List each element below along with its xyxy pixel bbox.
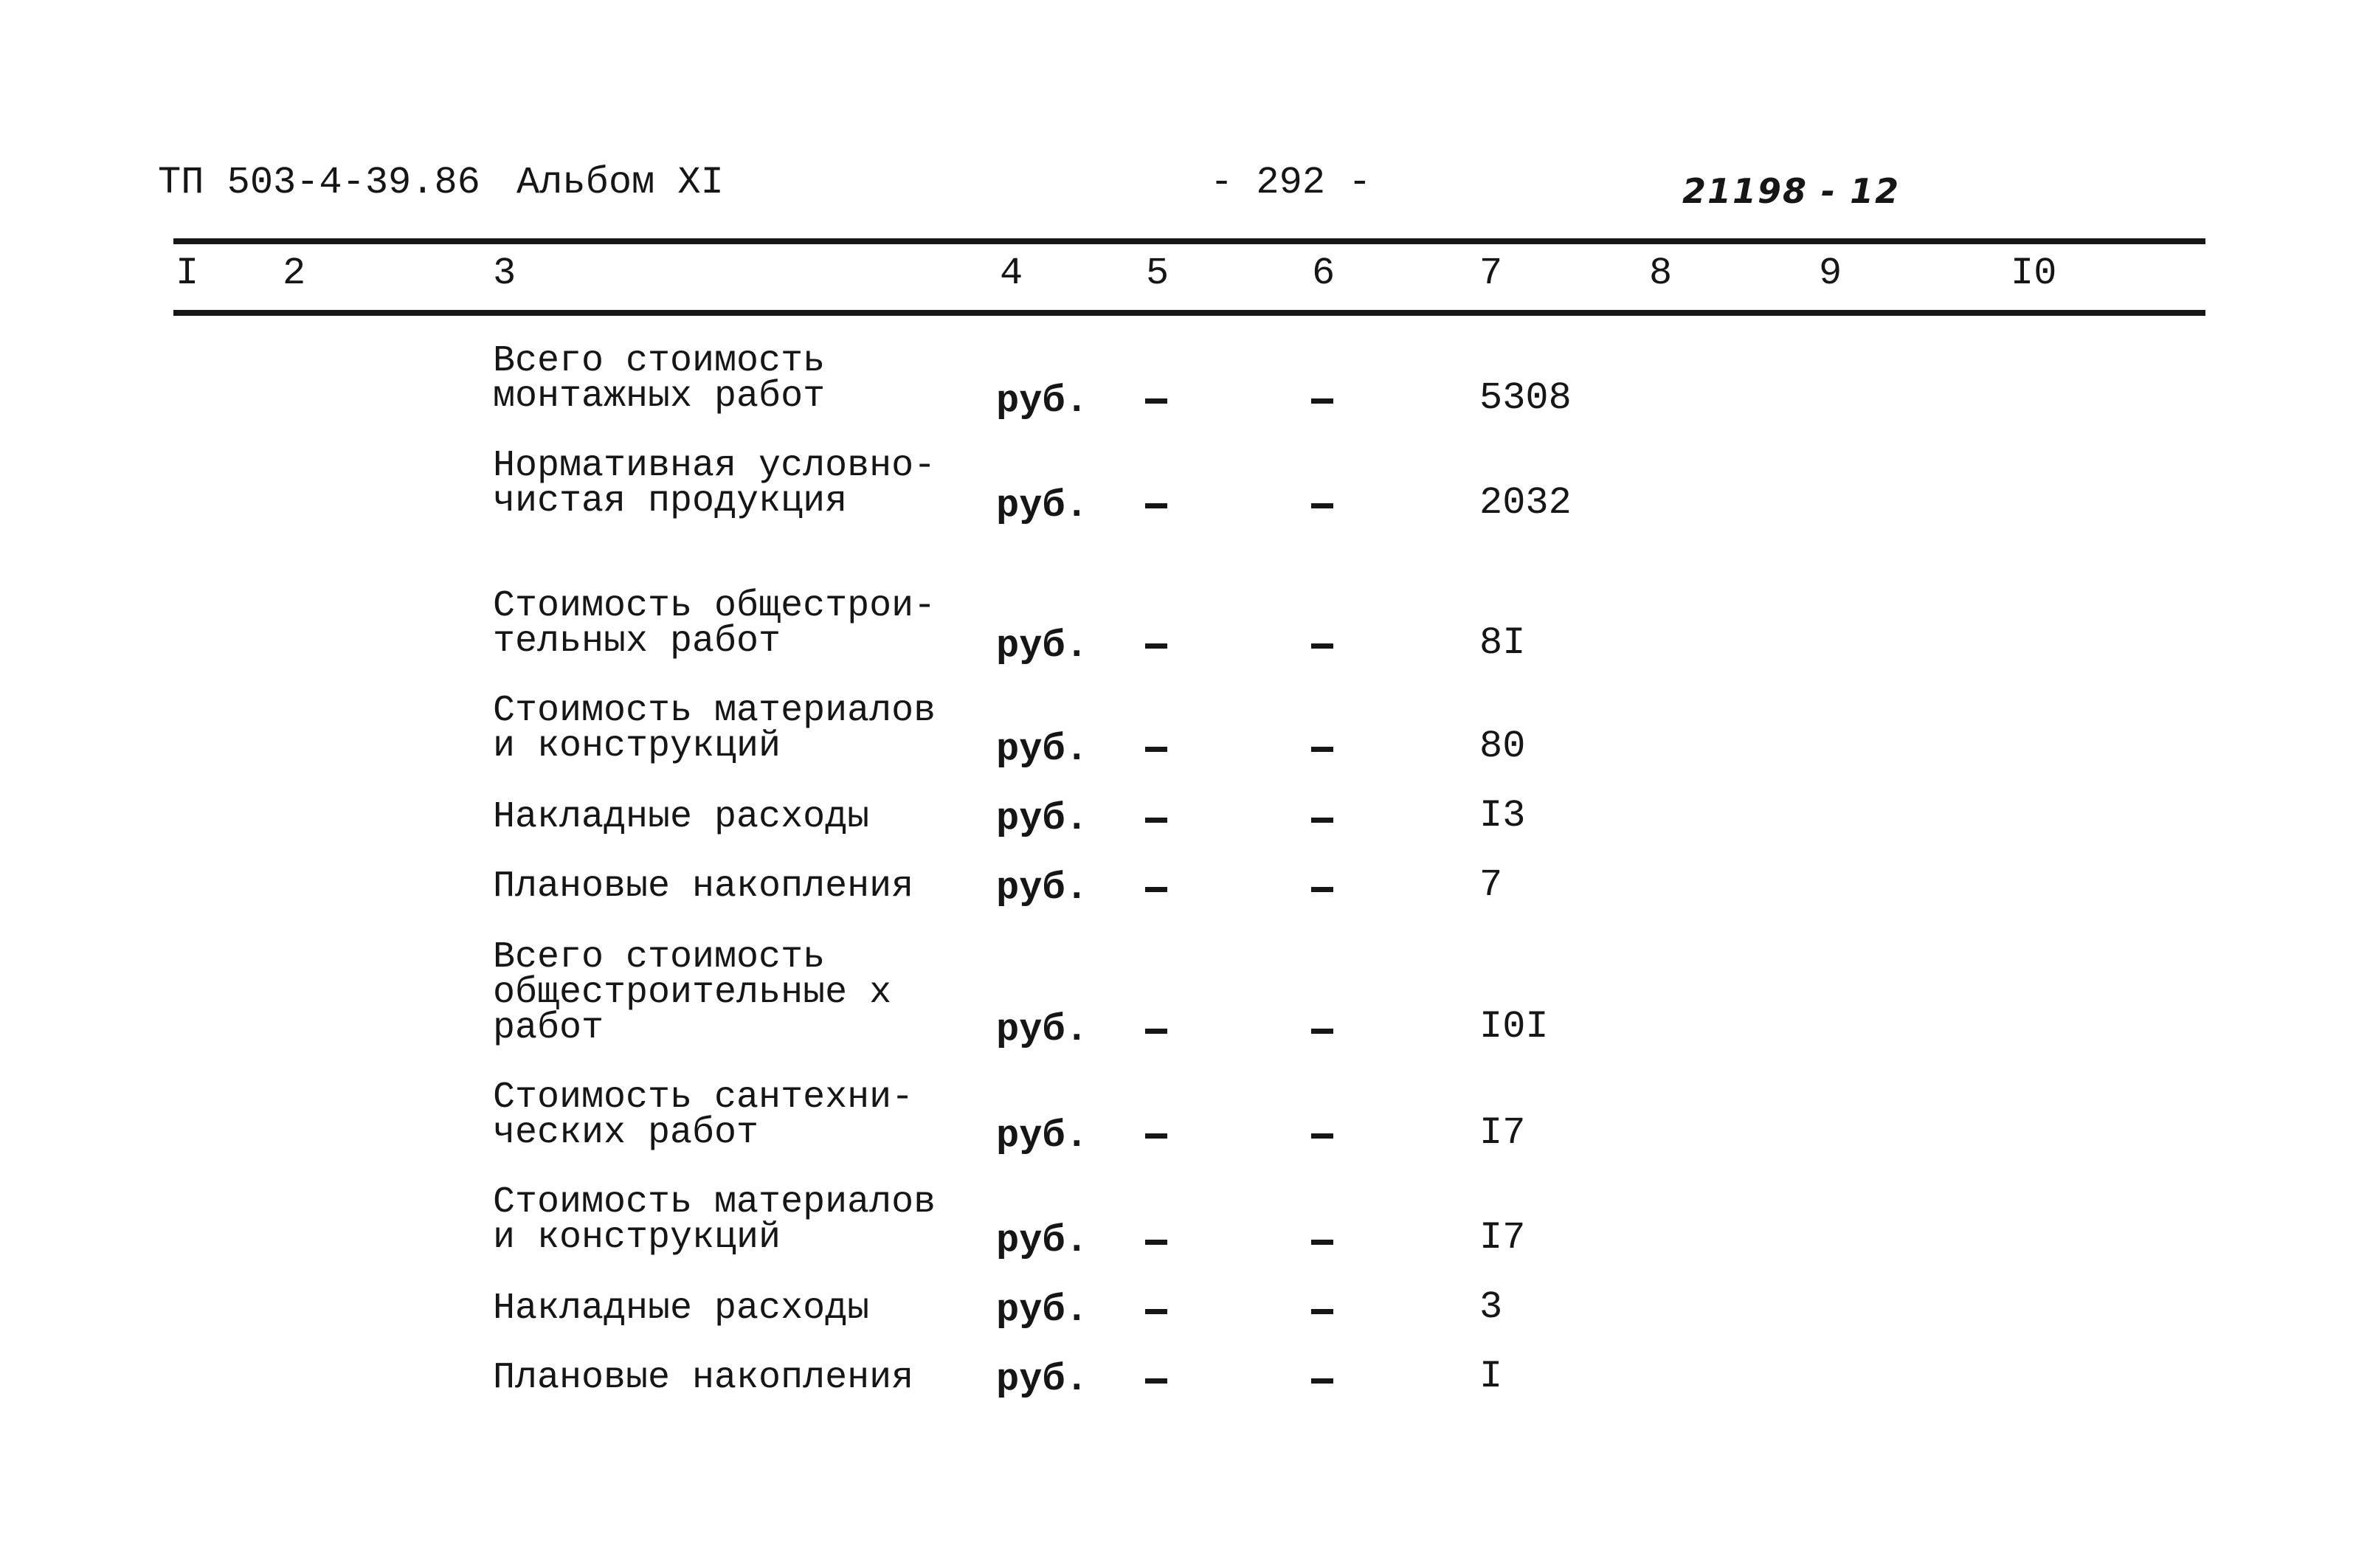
row-col5-dash <box>1145 1240 1167 1245</box>
row-unit: руб. <box>996 1219 1088 1263</box>
row-col6-dash <box>1311 887 1333 892</box>
row-col6-dash <box>1311 643 1333 649</box>
row-col5-dash <box>1145 747 1167 752</box>
column-number-6: 6 <box>1312 252 1336 295</box>
row-col5-dash <box>1145 1029 1167 1034</box>
row-col6-dash <box>1311 1378 1333 1384</box>
row-col6-dash <box>1311 398 1333 404</box>
column-number-4: 4 <box>1000 252 1023 295</box>
document-number: ТП 503-4-39.86 <box>158 161 480 204</box>
column-number-3: 3 <box>493 252 516 295</box>
row-label: Стоимость общестрои- тельных работ <box>493 585 936 663</box>
row-unit: руб. <box>996 624 1088 668</box>
row-label: Нормативная условно- чистая продукция <box>493 445 936 522</box>
page-number: - 292 - <box>1210 161 1372 204</box>
row-unit: руб. <box>996 1288 1088 1332</box>
row-value: I0I <box>1479 1005 1549 1049</box>
row-value: 5308 <box>1479 376 1572 420</box>
row-unit: руб. <box>996 728 1088 771</box>
row-label: Стоимость материалов и конструкций <box>493 1181 936 1259</box>
row-value: 80 <box>1479 725 1526 768</box>
row-col6-dash <box>1311 1240 1333 1245</box>
column-number-10: I0 <box>2011 252 2057 295</box>
row-col5-dash <box>1145 1309 1167 1314</box>
row-label: Накладные расходы <box>493 1288 870 1330</box>
row-col5-dash <box>1145 887 1167 892</box>
row-value: 2032 <box>1479 481 1572 525</box>
row-label: Накладные расходы <box>493 796 870 838</box>
column-number-2: 2 <box>283 252 306 295</box>
table-top-rule <box>173 238 2205 244</box>
row-col6-dash <box>1311 747 1333 752</box>
row-col6-dash <box>1311 1133 1333 1139</box>
row-label: Всего стоимость монтажных работ <box>493 340 826 418</box>
row-col5-dash <box>1145 643 1167 649</box>
row-value: I3 <box>1479 794 1526 837</box>
row-unit: руб. <box>996 484 1088 528</box>
row-unit: руб. <box>996 1008 1088 1051</box>
row-col6-dash <box>1311 818 1333 823</box>
row-label: Стоимость сантехни- ческих работ <box>493 1077 914 1154</box>
row-col5-dash <box>1145 398 1167 404</box>
row-value: 8I <box>1479 621 1526 665</box>
row-value: 3 <box>1479 1285 1503 1329</box>
row-col6-dash <box>1311 1309 1333 1314</box>
row-value: I7 <box>1479 1216 1526 1260</box>
row-col6-dash <box>1311 503 1333 508</box>
handwritten-code: 21198 - 12 <box>1682 171 1901 211</box>
row-label: Плановые накопления <box>493 866 914 908</box>
row-col5-dash <box>1145 1378 1167 1384</box>
row-label: Стоимость материалов и конструкций <box>493 690 936 767</box>
row-unit: руб. <box>996 1358 1088 1401</box>
row-unit: руб. <box>996 379 1088 423</box>
column-number-1: I <box>176 252 199 295</box>
row-value: 7 <box>1479 863 1503 907</box>
table-header-rule <box>173 310 2205 316</box>
row-col6-dash <box>1311 1029 1333 1034</box>
column-number-9: 9 <box>1819 252 1842 295</box>
row-col5-dash <box>1145 503 1167 508</box>
album-label: Альбом XI <box>516 161 724 204</box>
column-number-5: 5 <box>1146 252 1169 295</box>
row-col5-dash <box>1145 818 1167 823</box>
row-col5-dash <box>1145 1133 1167 1139</box>
row-label: Всего стоимость общестроительные х работ <box>493 936 892 1049</box>
row-label: Плановые накопления <box>493 1357 914 1399</box>
row-unit: руб. <box>996 1114 1088 1158</box>
column-number-7: 7 <box>1479 252 1503 295</box>
row-value: I7 <box>1479 1111 1526 1155</box>
column-number-8: 8 <box>1649 252 1673 295</box>
row-value: I <box>1479 1355 1503 1398</box>
row-unit: руб. <box>996 797 1088 840</box>
row-unit: руб. <box>996 866 1088 910</box>
